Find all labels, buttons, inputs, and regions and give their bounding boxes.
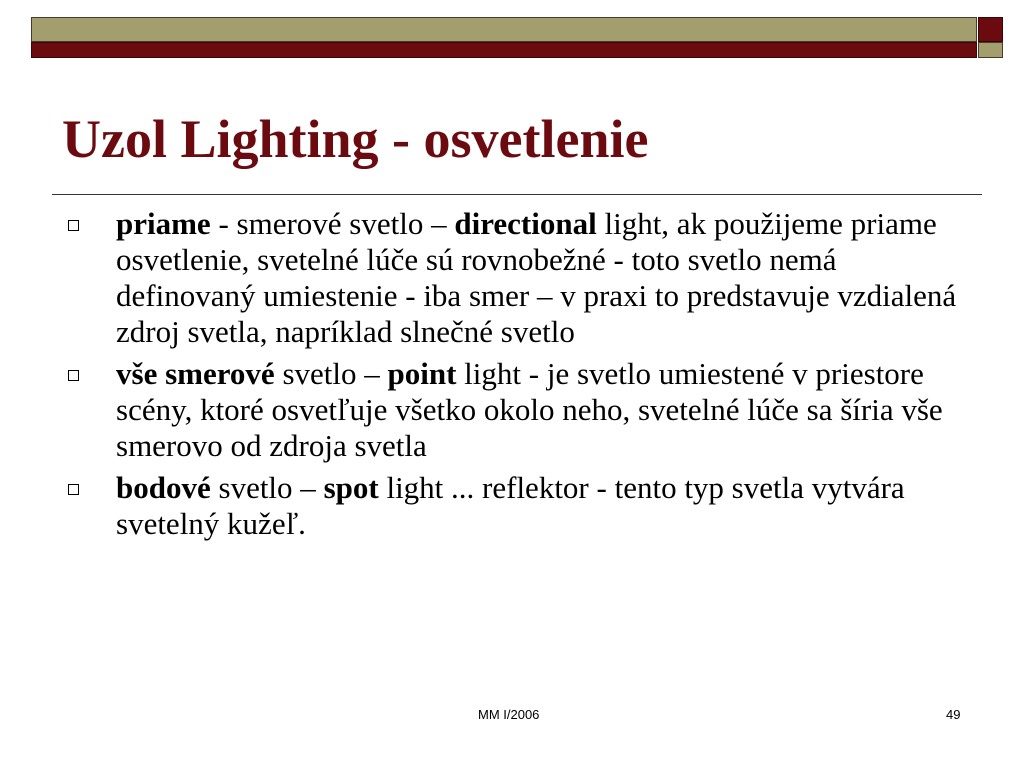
bullet-text <box>116 206 956 349</box>
hollow-square-bullet-icon <box>68 370 79 381</box>
header-bar-maroon <box>31 42 977 58</box>
footer-label: MM I/2006 <box>478 707 540 722</box>
hollow-square-bullet-icon <box>68 484 79 495</box>
bullet-term: bodové <box>116 470 211 505</box>
bullet-text <box>116 356 943 463</box>
bullet-segment: light - je svetlo umiestené v priestore scény, ktoré osvetľuje všetko okolo neho, svetelné lúče sa šíria vše smerovo od zdroja svetla <box>116 356 943 463</box>
bullet-term: point <box>387 356 457 391</box>
header-bar-olive <box>31 17 977 42</box>
header-square-olive <box>978 42 1003 58</box>
bullet-list <box>62 206 962 548</box>
bullet-item <box>62 356 962 464</box>
bullet-item <box>62 470 962 542</box>
slide-title: Uzol Lighting - osvetlenie <box>62 109 649 169</box>
title-divider <box>52 194 982 195</box>
bullet-segment: svetlo – <box>210 470 324 505</box>
hollow-square-bullet-icon <box>68 220 79 231</box>
bullet-term: spot <box>323 470 379 505</box>
bullet-segment: light ... reflektor - tento typ svetla vytvára svetelný kužeľ. <box>116 470 905 541</box>
bullet-item <box>62 206 962 350</box>
bullet-term: vše smerové <box>116 356 275 391</box>
page-number: 49 <box>946 707 961 722</box>
bullet-segment: light, ak použijeme priame osvetlenie, svetelné lúče sú rovnobežné - toto svetlo nemá definovaný umiestenie - iba smer – v praxi to predstavuje vzdialená zdroj svetla, napríklad slnečné svetlo <box>116 206 957 349</box>
bullet-term: priame <box>116 206 211 241</box>
bullet-segment: svetlo – <box>274 356 388 391</box>
bullet-text <box>116 470 905 541</box>
bullet-segment: - smerové svetlo – <box>210 206 455 241</box>
header-square-maroon <box>978 17 1003 42</box>
bullet-term: directional <box>454 206 597 241</box>
